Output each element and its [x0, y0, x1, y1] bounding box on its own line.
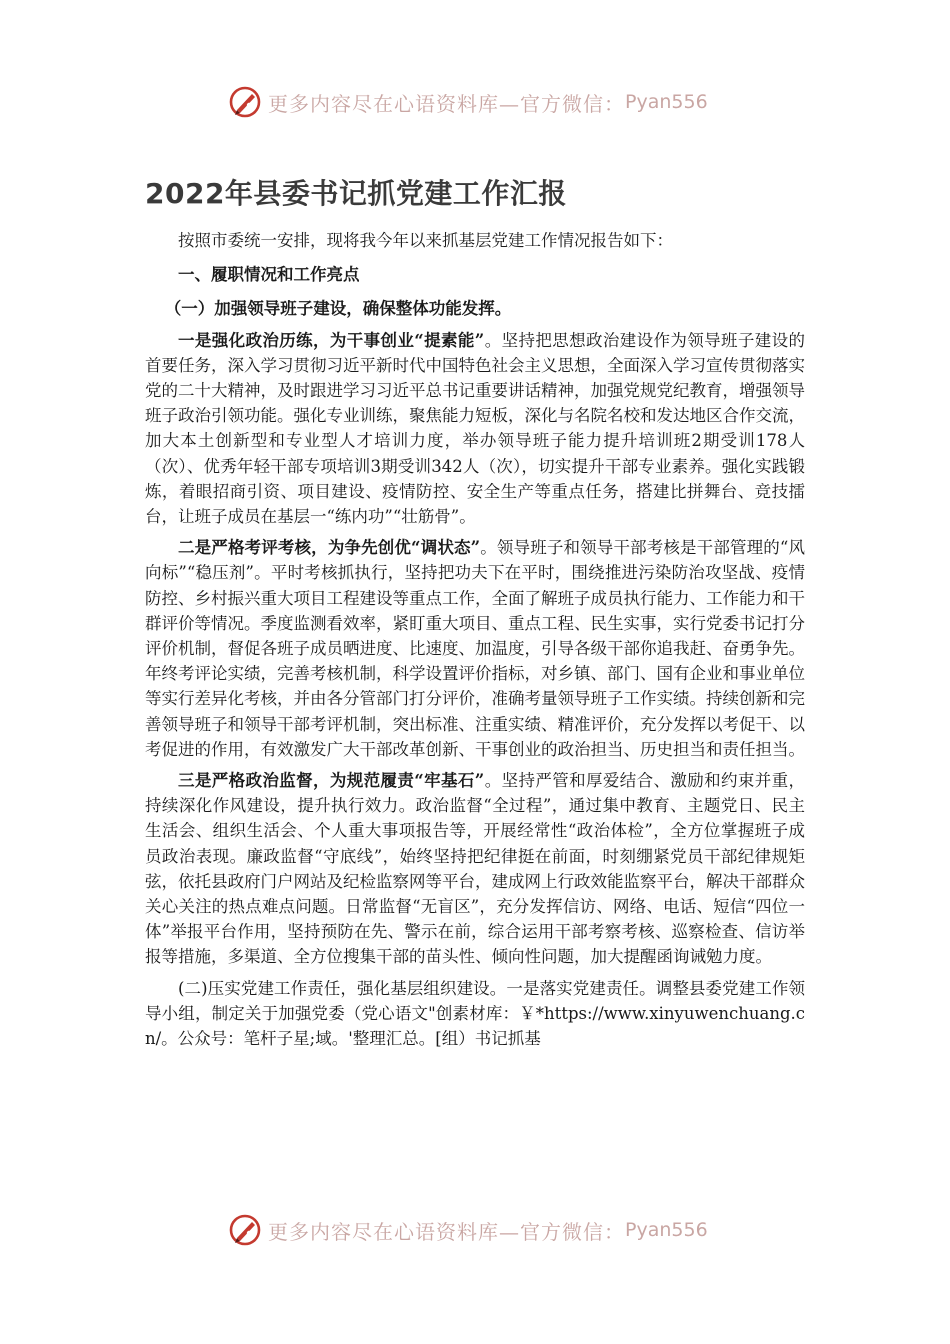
pen-logo-icon — [228, 85, 262, 119]
header-banner — [228, 82, 748, 122]
banner-text: 更多内容尽在心语资料库—官方微信： — [268, 1219, 625, 1244]
footer-banner — [228, 1210, 748, 1250]
paragraph-4: (二)压实党建工作责任，强化基层组织建设。一是落实党建责任。调整县委党建工作领导小组，制定关于加强党委（党心语文"创素材库：￥*https://www.xinyuwenchuang.cn/。公众号：笔杆子星;域。'整理汇总。[组）书记抓基 — [145, 978, 805, 1049]
paragraph-2 — [145, 535, 805, 762]
document-title: 2022年县委书记抓党建工作汇报 — [145, 177, 567, 210]
subsection-heading: （一）加强领导班子建设，确保整体功能发挥。 — [164, 299, 512, 319]
banner-wechat-id: Pyan556 — [625, 1219, 708, 1241]
paragraph-3-body: 。坚持严管和厚爱结合、激励和约束并重，持续深化作风建设，提升执行效力。政治监督“全过程”，通过集中教育、主题党日、民主生活会、组织生活会、个人重大事项报告等，开展经常性“政治体检”，全方位掌握班子成员政治表现。廉政监督“守底线”，始终坚持把纪律挺在前面，时刻绷紧党员干部纪律规矩弦，依托县政府门户网站及纪检监察网等平台，建成网上行政效能监察平台，解决干部群众关心关注的热点难点问题。日常监督“无盲区”，充分发挥信访、网络、电话、短信“四位一体”举报平台作用，坚持预防在先、警示在前，综合运用干部考察考核、巡察检查、信访举报等措施，多渠道、全方位搜集干部的苗头性、倾向性问题，加大提醒函询诫勉力度。 — [145, 771, 806, 967]
section-heading: 一、履职情况和工作亮点 — [178, 265, 360, 285]
document-body — [145, 228, 805, 1051]
intro-paragraph: 按照市委统一安排，现将我今年以来抓基层党建工作情况报告如下： — [178, 231, 673, 250]
banner-wechat-id: Pyan556 — [625, 91, 708, 113]
pen-logo-icon — [228, 1213, 262, 1247]
paragraph-1-lead: 一是强化政治历练，为干事创业“提素能” — [178, 330, 485, 350]
paragraph-1 — [145, 328, 805, 530]
paragraph-3 — [145, 768, 805, 970]
paragraph-1-body: 。坚持把思想政治建设作为领导班子建设的首要任务，深入学习贯彻习近平新时代中国特色社会主义思想，全面深入学习宣传贯彻落实党的二十大精神，及时跟进学习习近平总书记重要讲话精神，加强党规党纪教育，增强领导班子政治引领功能。强化专业训练，聚焦能力短板，深化与名院名校和发达地区合作交流，加大本土创新型和专业型人才培训力度，举办领导班子能力提升培训班2期受训178人（次）、优秀年轻干部专项培训3期受训342人（次），切实提升干部专业素养。强化实践锻炼，着眼招商引资、项目建设、疫情防控、安全生产等重点任务，搭建比拼舞台、竞技擂台，让班子成员在基层一“练内功”“壮筋骨”。 — [145, 330, 806, 527]
paragraph-2-body: 。领导班子和领导干部考核是干部管理的“风向标”“稳压剂”。平时考核抓执行，坚持把功夫下在平时，围绕推进污染防治攻坚战、疫情防控、乡村振兴重大项目工程建设等重点工作，全面了解班子成员执行能力、工作能力和干群评价等情况。季度监测看效率，紧盯重大项目、重点工程、民生实事，实行党委书记打分评价机制，督促各班子成员晒进度、比速度、加温度，引导各级干部你追我赶、奋勇争先。年终考评论实绩，完善考核机制，科学设置评价指标，对乡镇、部门、国有企业和事业单位等实行差异化考核，并由各分管部门打分评价，准确考量领导班子工作实绩。持续创新和完善领导班子和领导干部考评机制，突出标准、注重实绩、精准评价，充分发挥以考促干、以考促进的作用，有效激发广大干部改革创新、干事创业的政治担当、历史担当和责任担当。 — [145, 538, 805, 759]
paragraph-2-lead: 二是严格考评考核，为争先创优“调状态” — [178, 538, 481, 558]
banner-text: 更多内容尽在心语资料库—官方微信： — [268, 91, 625, 116]
paragraph-3-lead: 三是严格政治监督，为规范履责“牢基石” — [178, 771, 485, 791]
